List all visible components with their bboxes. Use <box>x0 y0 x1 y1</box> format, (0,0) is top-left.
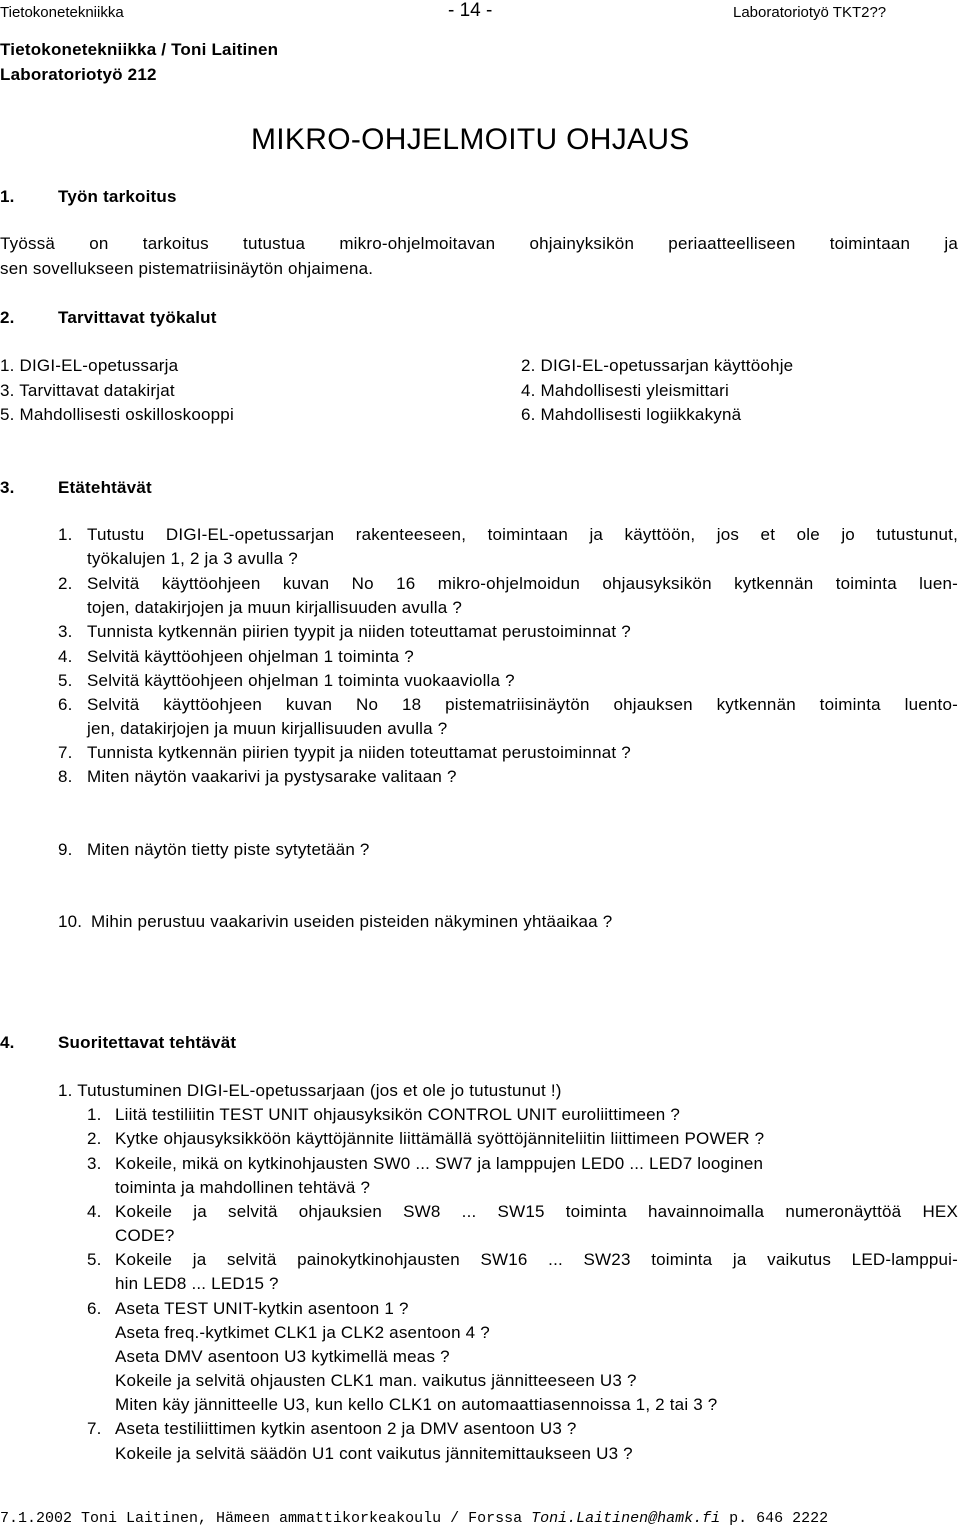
step-number: 7. <box>87 1419 102 1438</box>
task-text: Tunnista kytkennän piirien tyypit ja niiden toteuttamat perustoiminnat ? <box>87 743 631 762</box>
tool-item: 6. Mahdollisesti logiikkakynä <box>521 405 742 424</box>
task-text: Tunnista kytkennän piirien tyypit ja niiden toteuttamat perustoiminnat ? <box>87 622 631 641</box>
step-text: Aseta DMV asentoon U3 kytkimellä meas ? <box>115 1347 450 1366</box>
step-text: hin LED8 ... LED15 ? <box>115 1274 279 1293</box>
step-text: toiminta ja mahdollinen tehtävä ? <box>115 1178 371 1197</box>
step-text: CODE? <box>115 1226 175 1245</box>
course-line-1: Tietokonetekniikka / Toni Laitinen <box>0 40 279 59</box>
tool-item: 1. DIGI-EL-opetussarja <box>0 356 179 375</box>
task-text: Selvitä käyttöohjeen kuvan No 18 pistematriisinäytön ohjauksen kytkennän toiminta luento- <box>87 695 958 714</box>
page-title: MIKRO-OHJELMOITU OHJAUS <box>251 123 690 156</box>
task-number: 10. <box>58 912 83 931</box>
step-text: Kokeile ja selvitä ohjausten CLK1 man. vaikutus jännitteeseen U3 ? <box>115 1371 637 1390</box>
page-number: - 14 - <box>448 0 493 21</box>
step-text: Kokeile ja selvitä säädön U1 cont vaikutus jännitemittaukseen U3 ? <box>115 1444 633 1463</box>
header-left: Tietokonetekniikka <box>0 4 124 21</box>
step-text: Liitä testiliitin TEST UNIT ohjausyksikön CONTROL UNIT euroliittimeen ? <box>115 1105 680 1124</box>
task-number: 7. <box>58 743 73 762</box>
step-text: Kokeile ja selvitä ohjauksien SW8 ... SW15 toiminta havainnoimalla numeronäyttöä HEX <box>115 1202 958 1221</box>
task-number: 5. <box>58 671 73 690</box>
task-text: Selvitä käyttöohjeen ohjelman 1 toiminta vuokaaviolla ? <box>87 671 515 690</box>
task-text: Miten näytön tietty piste sytytetään ? <box>87 840 370 859</box>
step-text: Aseta TEST UNIT-kytkin asentoon 1 ? <box>115 1299 409 1318</box>
task-text: tojen, datakirjojen ja muun kirjallisuuden avulla ? <box>87 598 462 617</box>
task-text: Mihin perustuu vaakarivin useiden pisteiden näkyminen yhtäaikaa ? <box>91 912 613 931</box>
task-text: työkalujen 1, 2 ja 3 avulla ? <box>87 549 298 568</box>
task-text: Tutustu DIGI-EL-opetussarjan rakenteeseen, toimintaan ja käyttöön, jos et ole jo tutustunut, <box>87 525 958 544</box>
step-text: Kytke ohjausyksikköön käyttöjännite liittämällä syöttöjänniteliitin liittimeen POWER ? <box>115 1129 765 1148</box>
task-number: 3. <box>58 622 73 641</box>
task-number: 1. <box>58 525 73 544</box>
section-4-heading: Suoritettavat tehtävät <box>58 1033 237 1052</box>
tool-item: 5. Mahdollisesti oskilloskooppi <box>0 405 234 424</box>
section-1-text-line-1: Työssä on tarkoitus tutustua mikro-ohjelmoitavan ohjainyksikön periaatteelliseen toimintaan ja <box>0 234 958 253</box>
step-number: 1. <box>87 1105 102 1124</box>
footer-text: 7.1.2002 Toni Laitinen, Hämeen ammattikorkeakoulu / Forssa <box>0 1510 532 1527</box>
tool-item: 3. Tarvittavat datakirjat <box>0 381 175 400</box>
step-text: Miten käy jännitteelle U3, kun kello CLK1 on automaattiasennoissa 1, 2 tai 3 ? <box>115 1395 718 1414</box>
section-3-number: 3. <box>0 478 15 497</box>
footer <box>0 1510 828 1527</box>
section-4-number: 4. <box>0 1033 15 1052</box>
step-number: 4. <box>87 1202 102 1221</box>
step-number: 2. <box>87 1129 102 1148</box>
task-text: Selvitä käyttöohjeen ohjelman 1 toiminta ? <box>87 647 414 666</box>
section-2-heading: Tarvittavat työkalut <box>58 308 217 327</box>
step-text: Aseta testiliittimen kytkin asentoon 2 ja DMV asentoon U3 ? <box>115 1419 577 1438</box>
section-3-heading: Etätehtävät <box>58 478 152 497</box>
step-text: Kokeile ja selvitä painokytkinohjausten SW16 ... SW23 toiminta ja vaikutus LED-lamppui- <box>115 1250 958 1269</box>
tool-item: 4. Mahdollisesti yleismittari <box>521 381 729 400</box>
task-number: 9. <box>58 840 73 859</box>
task-text: jen, datakirjojen ja muun kirjallisuuden avulla ? <box>87 719 448 738</box>
section-1-number: 1. <box>0 187 15 206</box>
task-text: Miten näytön vaakarivi ja pystysarake valitaan ? <box>87 767 457 786</box>
task-number: 8. <box>58 767 73 786</box>
section-1-text-line-2: sen sovellukseen pistematriisinäytön ohjaimena. <box>0 259 374 278</box>
task-number: 6. <box>58 695 73 714</box>
step-number: 3. <box>87 1154 102 1173</box>
task-text: Selvitä käyttöohjeen kuvan No 16 mikro-ohjelmoidun ohjausyksikön kytkennän toiminta luen- <box>87 574 958 593</box>
task-number: 4. <box>58 647 73 666</box>
section-1-heading: Työn tarkoitus <box>58 187 177 206</box>
footer-email: Toni.Laitinen@hamk.fi <box>531 1510 721 1527</box>
footer-phone: p. 646 2222 <box>720 1510 829 1527</box>
step-text: Kokeile, mikä on kytkinohjausten SW0 ... SW7 ja lamppujen LED0 ... LED7 looginen <box>115 1154 764 1173</box>
task-number: 2. <box>58 574 73 593</box>
header-right: Laboratoriotyö TKT2?? <box>733 4 887 21</box>
step-number: 5. <box>87 1250 102 1269</box>
section-2-number: 2. <box>0 308 15 327</box>
section-4-intro: 1. Tutustuminen DIGI-EL-opetussarjaan (jos et ole jo tutustunut !) <box>58 1081 562 1100</box>
course-line-2: Laboratoriotyö 212 <box>0 65 157 84</box>
step-text: Aseta freq.-kytkimet CLK1 ja CLK2 asentoon 4 ? <box>115 1323 490 1342</box>
tool-item: 2. DIGI-EL-opetussarjan käyttöohje <box>521 356 794 375</box>
step-number: 6. <box>87 1299 102 1318</box>
